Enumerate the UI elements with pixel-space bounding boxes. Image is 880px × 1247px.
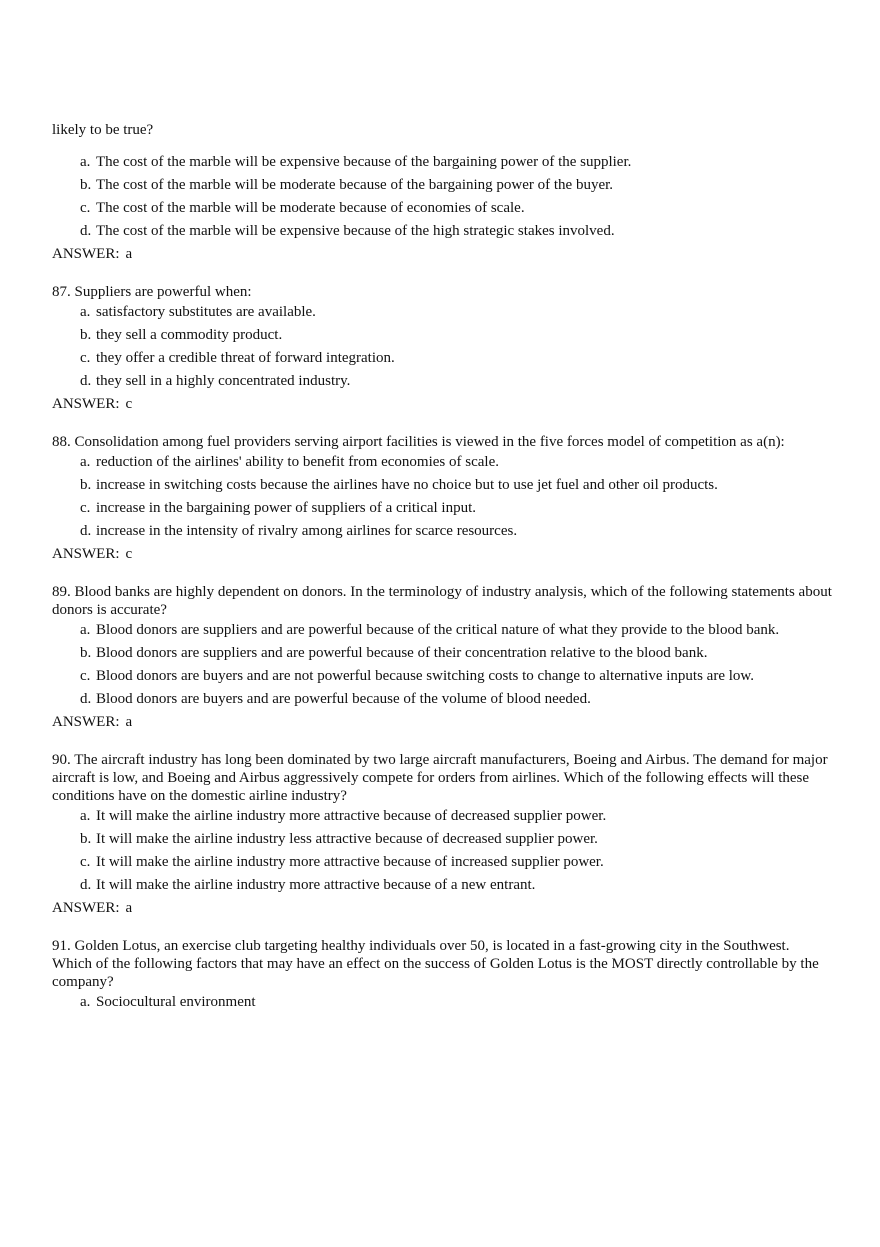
answer-value: a [125, 246, 133, 262]
question-block [52, 751, 832, 917]
answer-option [80, 993, 832, 1011]
option-letter: a. [80, 304, 91, 320]
option-letter: d. [80, 523, 92, 539]
answer-option [80, 222, 832, 240]
answer-option [80, 690, 832, 708]
option-letter: a. [80, 454, 91, 470]
answer-option [80, 153, 832, 171]
answer-value: a [125, 714, 133, 730]
answer-option [80, 349, 832, 367]
option-text: increase in switching costs because the airlines have no choice but to use jet fuel and other oil products. [96, 477, 718, 493]
answer-option [80, 199, 832, 217]
question-block [52, 583, 832, 731]
option-letter: c. [80, 500, 91, 516]
option-list [52, 153, 832, 240]
answer-option [80, 853, 832, 871]
question-stem: 89. Blood banks are highly dependent on donors. In the terminology of industry analysis, which of the following statements about donors is accurate? [52, 584, 832, 618]
answer-option [80, 476, 832, 494]
option-letter: b. [80, 831, 92, 847]
option-list [52, 993, 832, 1011]
answer-label: ANSWER: [52, 714, 120, 730]
option-letter: d. [80, 691, 92, 707]
option-text: Blood donors are suppliers and are powerful because of their concentration relative to the blood bank. [96, 645, 708, 661]
answer-line [52, 395, 832, 413]
option-letter: a. [80, 154, 91, 170]
option-text: increase in the bargaining power of suppliers of a critical input. [96, 500, 477, 516]
option-letter: a. [80, 622, 91, 638]
option-text: they offer a credible threat of forward integration. [96, 350, 395, 366]
answer-option [80, 499, 832, 517]
document-page [52, 121, 832, 1016]
option-text: The cost of the marble will be expensive because of the high strategic stakes involved. [96, 223, 615, 239]
option-letter: d. [80, 877, 92, 893]
question-stem-continuation: likely to be true? [52, 122, 154, 138]
answer-label: ANSWER: [52, 900, 120, 916]
option-text: satisfactory substitutes are available. [96, 304, 316, 320]
option-list [52, 303, 832, 390]
option-text: It will make the airline industry more attractive because of a new entrant. [96, 877, 536, 893]
question-list [52, 153, 832, 1011]
option-letter: c. [80, 200, 91, 216]
answer-option [80, 830, 832, 848]
question-block [52, 937, 832, 1011]
answer-option [80, 326, 832, 344]
option-text: The cost of the marble will be moderate because of economies of scale. [96, 200, 525, 216]
option-text: It will make the airline industry less attractive because of decreased supplier power. [96, 831, 598, 847]
option-text: Blood donors are buyers and are not powerful because switching costs to change to alternative inputs are low. [96, 668, 755, 684]
question-stem: 87. Suppliers are powerful when: [52, 284, 252, 300]
answer-label: ANSWER: [52, 396, 120, 412]
option-letter: c. [80, 350, 91, 366]
option-letter: d. [80, 373, 92, 389]
answer-line [52, 545, 832, 563]
option-letter: b. [80, 477, 92, 493]
answer-value: c [125, 546, 133, 562]
option-letter: a. [80, 808, 91, 824]
answer-option [80, 303, 832, 321]
option-text: Blood donors are suppliers and are powerful because of the critical nature of what they provide to the blood bank. [96, 622, 780, 638]
answer-option [80, 453, 832, 471]
answer-option [80, 644, 832, 662]
option-letter: c. [80, 854, 91, 870]
question-stem: 91. Golden Lotus, an exercise club targeting healthy individuals over 50, is located in a fast-growing city in the Southwest. Which of the following factors that may have an effect on the success of Golden Lotus is the MOST directly controllable by the company? [52, 938, 819, 990]
answer-line [52, 245, 832, 263]
option-list [52, 621, 832, 708]
option-list [52, 453, 832, 540]
option-letter: c. [80, 668, 91, 684]
answer-option [80, 621, 832, 639]
answer-option [80, 176, 832, 194]
option-letter: d. [80, 223, 92, 239]
answer-value: c [125, 396, 133, 412]
option-text: they sell a commodity product. [96, 327, 283, 343]
question-block [52, 283, 832, 413]
answer-label: ANSWER: [52, 246, 120, 262]
option-text: It will make the airline industry more attractive because of increased supplier power. [96, 854, 604, 870]
option-letter: b. [80, 327, 92, 343]
option-text: Sociocultural environment [96, 994, 256, 1010]
answer-label: ANSWER: [52, 546, 120, 562]
answer-line [52, 899, 832, 917]
option-letter: b. [80, 645, 92, 661]
answer-line [52, 713, 832, 731]
question-stem: 88. Consolidation among fuel providers serving airport facilities is viewed in the five forces model of competition as a(n): [52, 434, 785, 450]
option-letter: b. [80, 177, 92, 193]
answer-option [80, 522, 832, 540]
option-list [52, 807, 832, 894]
option-text: they sell in a highly concentrated industry. [96, 373, 351, 389]
option-text: It will make the airline industry more attractive because of decreased supplier power. [96, 808, 607, 824]
answer-option [80, 372, 832, 390]
answer-option [80, 876, 832, 894]
answer-option [80, 807, 832, 825]
option-text: increase in the intensity of rivalry among airlines for scarce resources. [96, 523, 518, 539]
option-text: The cost of the marble will be expensive because of the bargaining power of the supplier. [96, 154, 632, 170]
option-text: The cost of the marble will be moderate because of the bargaining power of the buyer. [96, 177, 614, 193]
question-stem: 90. The aircraft industry has long been dominated by two large aircraft manufacturers, Boeing and Airbus. The demand for major aircraft is low, and Boeing and Airbus aggressively compete for orders from airlines. Which of the following effects will these conditions have on the domestic airline industry? [52, 752, 828, 804]
option-letter: a. [80, 994, 91, 1010]
answer-value: a [125, 900, 133, 916]
question-block [52, 433, 832, 563]
question-block [52, 153, 832, 263]
option-text: Blood donors are buyers and are powerful because of the volume of blood needed. [96, 691, 591, 707]
option-text: reduction of the airlines' ability to benefit from economies of scale. [96, 454, 499, 470]
answer-option [80, 667, 832, 685]
